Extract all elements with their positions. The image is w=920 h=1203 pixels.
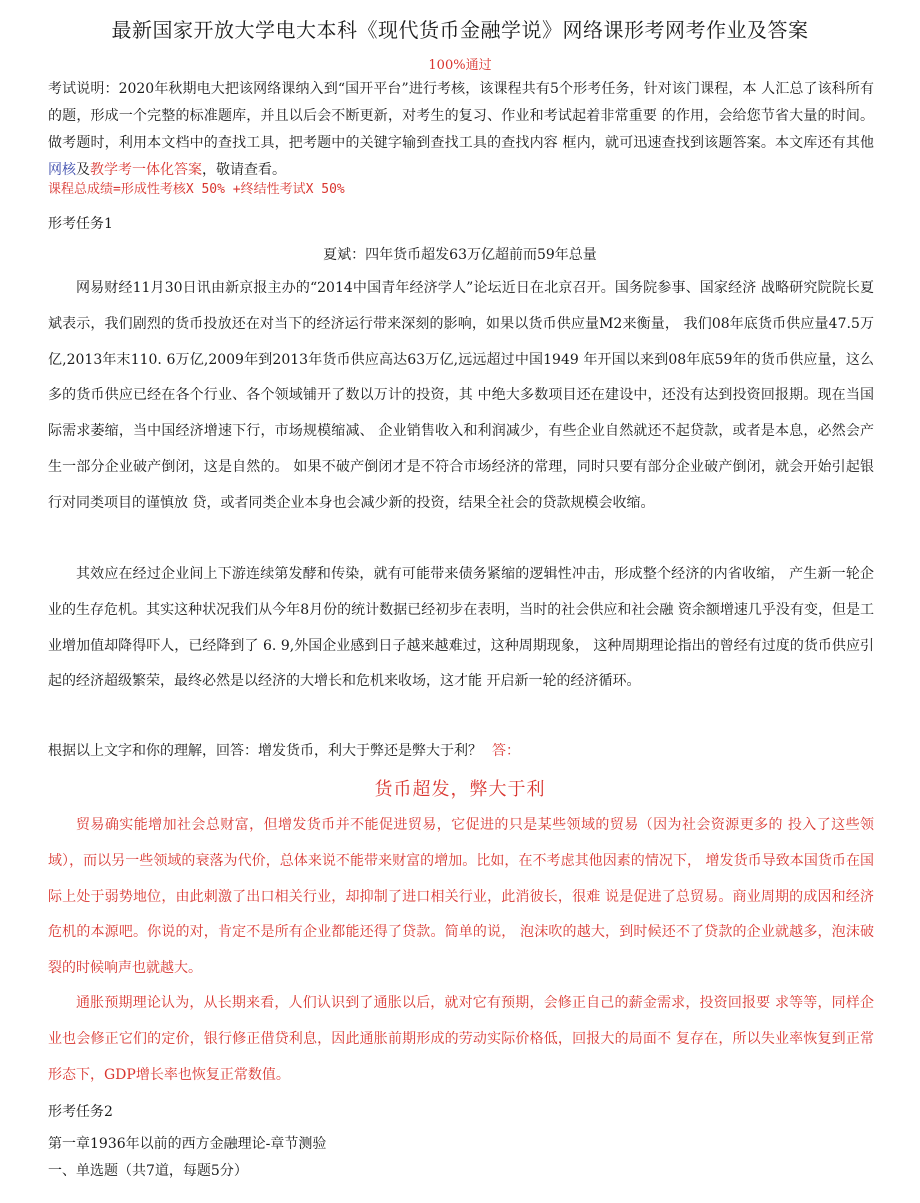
intro-text-part2: 及	[76, 162, 90, 178]
answer-paragraph-1: 贸易确实能增加社会总财富，但增发货币并不能促进贸易，它促进的只是某些领域的贸易（因为社会资源更多的 投入了这些领域），而以另一些领域的衰落为代价，总体来说不能带来财富的增加。比如，在不考虑其他因素的情况下， 增发货币导致本国货币在国际上处于弱势地位，由此刺激了出口相关行业，却抑制了进口相关行业，此消彼长，很难 说是促进了总贸易。商业周期的成因和经济危机的本源吧。你说的对，肯定不是所有企业都能还得了贷款。简单的说， 泡沫吹的越大，到时候还不了贷款的企业就越多，泡沫破裂的时候响声也就越大。	[48, 817, 874, 977]
task2-heading: 形考任务2	[48, 1104, 113, 1120]
article-title: 夏斌：四年货币超发63万亿超前而59年总量	[323, 247, 597, 263]
intro-text-part3: ，敬请查看。	[202, 162, 286, 178]
pass-label: 100%通过	[428, 58, 492, 73]
document-title: 最新国家开放大学电大本科《现代货币金融学说》网络课形考网考作业及答案	[111, 18, 809, 42]
task1-heading: 形考任务1	[48, 216, 113, 232]
answer-heading: 货币超发，弊大于利	[374, 779, 546, 800]
intro-text-part1: 考试说明：2020年秋期电大把该网络课纳入到“国开平台”进行考核，该课程共有5个形考任务，针对该门课程，本 人汇总了该科所有的题，形成一个完整的标准题库，并且以后会不断更新，对考生的复习、作业和考试起着非常重要 的作用，会给您节省大量的时间。做考题时，利用本文档中的查找工具，把考题中的关键字输到查找工具的查找内容 框内，就可迅速查找到该题答案。本文库还有其他	[48, 81, 874, 151]
exam-instructions	[48, 76, 874, 184]
article-paragraph-2: 其效应在经过企业间上下游连续第发酵和传染，就有可能带来债务紧缩的逻辑性冲击，形成整个经济的内省收缩， 产生新一轮企业的生存危机。其实这种状况我们从今年8月份的统计数据已经初步在表明，当时的社会供应和社会融 资余额增速几乎没有变，但是工业增加值却降得吓人，已经降到了 6. 9,外国企业感到日子越来越难过，这种周期现象， 这种周期理论指出的曾经有过度的货币供应引起的经济超级繁荣，最终必然是以经济的大增长和危机来收场，这才能 开启新一轮的经济循环。	[48, 566, 874, 690]
intro-link-wangkao[interactable]: 网核	[48, 162, 76, 178]
intro-link-integrated-answers[interactable]: 教学考一体化答案	[90, 162, 202, 178]
article-paragraph-1: 网易财经11月30日讯由新京报主办的“2014中国青年经济学人”论坛近日在北京召开。国务院参事、国家经济 战略研究院院长夏斌表示，我们剧烈的货币投放还在对当下的经济运行带来深刻的影响，如果以货币供应量M2来衡量， 我们08年底货币供应量47.5万亿,2013年末110. 6万亿,2009年到2013年货币供应高达63万亿,远远超过中国1949 年开国以来到08年底59年的货币供应量，这么多的货币供应已经在各个行业、各个领域铺开了数以万计的投资，其 中绝大多数项目还在建设中，还没有达到投资回报期。现在当国际需求萎缩，当中国经济增速下行，市场规模缩减、 企业销售收入和利润减少，有些企业自然就还不起贷款，或者是本息，必然会产生一部分企业破产倒闭，这是自然的。 如果不破产倒闭才是不符合市场经济的常理，同时只要有部分企业破产倒闭，就会开始引起银行对同类项目的谨慎放 贷，或者同类企业本身也会减少新的投资，结果全社会的贷款规模会收缩。	[48, 280, 874, 511]
question-body: 根据以上文字和你的理解，回答：增发货币，利大于弊还是弊大于利？	[48, 743, 482, 759]
chapter-quiz-title: 第一章1936年以前的西方金融理论-章节测验	[48, 1136, 327, 1152]
question-text	[48, 740, 520, 760]
answer-paragraph-2: 通胀预期理论认为，从长期来看，人们认识到了通胀以后，就对它有预期，会修正自己的薪金需求，投资回报要 求等等，同样企业也会修正它们的定价，银行修正借贷利息，因此通胀前期形成的劳动实际价格低，回报大的局面不 复存在，所以失业率恢复到正常形态下，GDP增长率也恢复正常数值。	[48, 995, 874, 1083]
single-choice-section-heading: 一、单选题（共7道，每题5分）	[48, 1163, 248, 1179]
answer-label: 答：	[492, 743, 520, 759]
grade-formula: 课程总成绩=形成性考核X 50% +终结性考试X 50%	[48, 182, 345, 197]
